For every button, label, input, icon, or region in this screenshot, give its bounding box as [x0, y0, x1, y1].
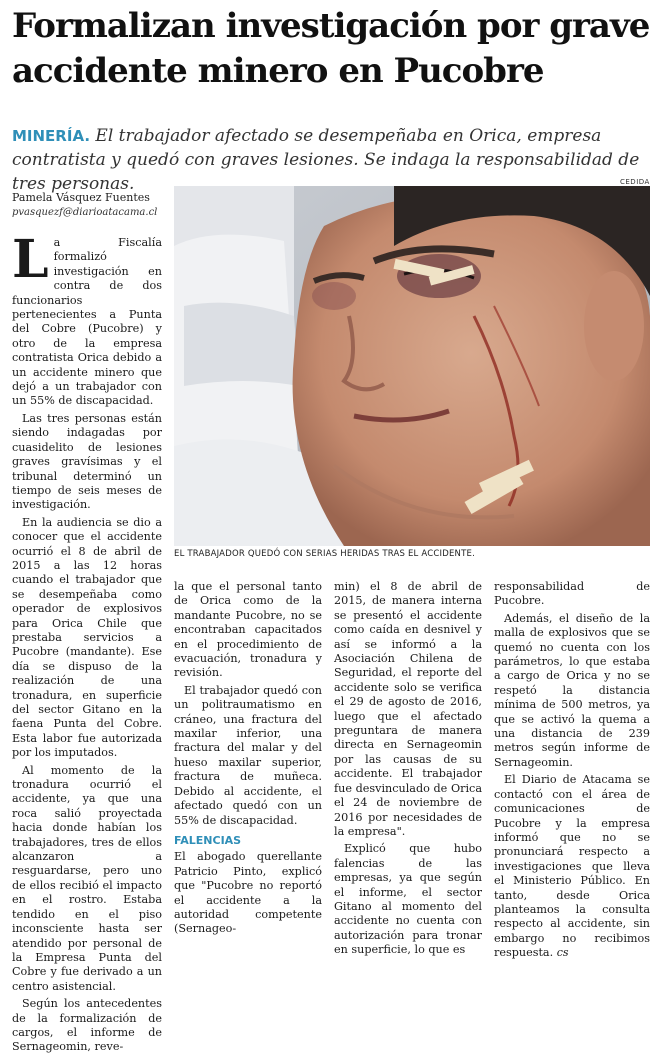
article-column-1 — [12, 229, 162, 1054]
photo-credit: CEDIDA — [620, 178, 650, 186]
deck-text: El trabajador afectado se desempeñaba en Orica, empresa contratista y quedó con graves lesiones. Se indaga la responsabilidad de tres personas. — [12, 126, 640, 194]
paragraph: Al momento de la tronadura ocurrió el accidente, ya que una roca salió proyectada hacia donde habían los trabajadores, tres de ellos alcanzaron a resguardarse, pero uno de ellos recibió el impacto en el rostro. Estaba tendido en el piso inconsciente hasta ser atendido por personal de la Empresa Punta del Cobre y fue derivado a un centro asistencial. — [12, 763, 162, 993]
paragraph: La Fiscalía formalizó investigación en contra de dos funcionarios pertenecientes a Punta del Cobre (Pucobre) y otro de la empresa contratista Orica debido a un accidente minero que dejó a un trabajador con un 55% de discapacidad. — [12, 229, 162, 408]
paragraph: El abogado querellante Patricio Pinto, explicó que "Pucobre no reportó el accidente a la autoridad competente (Sernageo- — [174, 850, 322, 936]
drop-cap: L — [12, 229, 49, 290]
byline-email: pvasquezf@diarioatacama.cl — [12, 207, 158, 218]
paragraph: El trabajador quedó con un politraumatismo en cráneo, una fractura del maxilar inferior, una fractura del malar y del hueso maxilar superior, fractura de muñeca. Debido al accidente, el afectado quedó con un 55% de discapacidad. — [174, 683, 322, 827]
paragraph: min) el 8 de abril de 2015, de manera interna se presentó el accidente como caída en desnivel y así se informó a la Asociación Chilena de Seguridad, el reporte del accidente solo se verifica el 29 de agosto de 2016, luego que el afectado preguntara de manera directa en Sernageomin por las causas de su accidente. El trabajador fue desvinculado de Orica el 24 de noviembre de 2016 por necesidades de la empresa". — [334, 580, 482, 838]
paragraph: Además, el diseño de la malla de explosivos que se quemó no cuenta con los parámetros, lo que estaba a cargo de Orica y no se respetó la distancia mínima de 500 metros, ya que se activó la quema a una distancia de 239 metros según informe de Sernageomin. — [494, 611, 650, 769]
paragraph: Las tres personas están siendo indagadas por cuasidelito de lesiones graves gravísimas y el tribunal determinó un tiempo de seis meses de investigación. — [12, 411, 162, 512]
article-column-2 — [174, 580, 322, 936]
byline-author: Pamela Vásquez Fuentes — [12, 191, 150, 204]
injured-worker-photo — [174, 186, 650, 546]
article-column-4 — [494, 580, 650, 960]
paragraph: En la audiencia se dio a conocer que el accidente ocurrió el 8 de abril de 2015 a las 12 horas cuando el trabajador que se desempeñaba como operador de explosivos para Orica Chile que prestaba servicios a Pucobre (mandante). Ese día se dispuso de la realización de una tronadura, en superficie del sector Gitano en la faena Punta del Cobre. Esta labor fue autorizada por los imputados. — [12, 515, 162, 760]
photo-caption: EL TRABAJADOR QUEDÓ CON SERIAS HERIDAS TRAS EL ACCIDENTE. — [174, 549, 475, 559]
paragraph: Explicó que hubo falencias de las empresas, ya que según el informe, el sector Gitano al momento del accidente no cuenta con autorización para tronar en superficie, lo que es — [334, 842, 482, 957]
article-photo — [174, 186, 650, 546]
paragraph: Según los antecedentes de la formalización de cargos, el informe de Sernageomin, reve- — [12, 997, 162, 1054]
section-subhead: FALENCIAS — [174, 833, 242, 847]
article-column-3 — [334, 580, 482, 957]
end-mark: cs — [556, 946, 569, 960]
deck-kicker: MINERÍA. — [12, 127, 91, 145]
paragraph: responsabilidad de Pucobre. — [494, 580, 650, 608]
headline: Formalizan investigación por grave accidente minero en Pucobre — [12, 6, 650, 91]
paragraph: la que el personal tanto de Orica como de la mandante Pucobre, no se encontraban capacitados en el procedimiento de evacuación, tronadura y revisión. — [174, 580, 322, 680]
paragraph: El Diario de Atacama se contactó con el área de comunicaciones de Pucobre y la empresa informó que no se pronunciará respecto a investigaciones que lleva el Ministerio Público. En tanto, desde Orica planteamos la consulta respecto al accidente, sin embargo no recibimos respuesta. cs — [494, 773, 650, 960]
